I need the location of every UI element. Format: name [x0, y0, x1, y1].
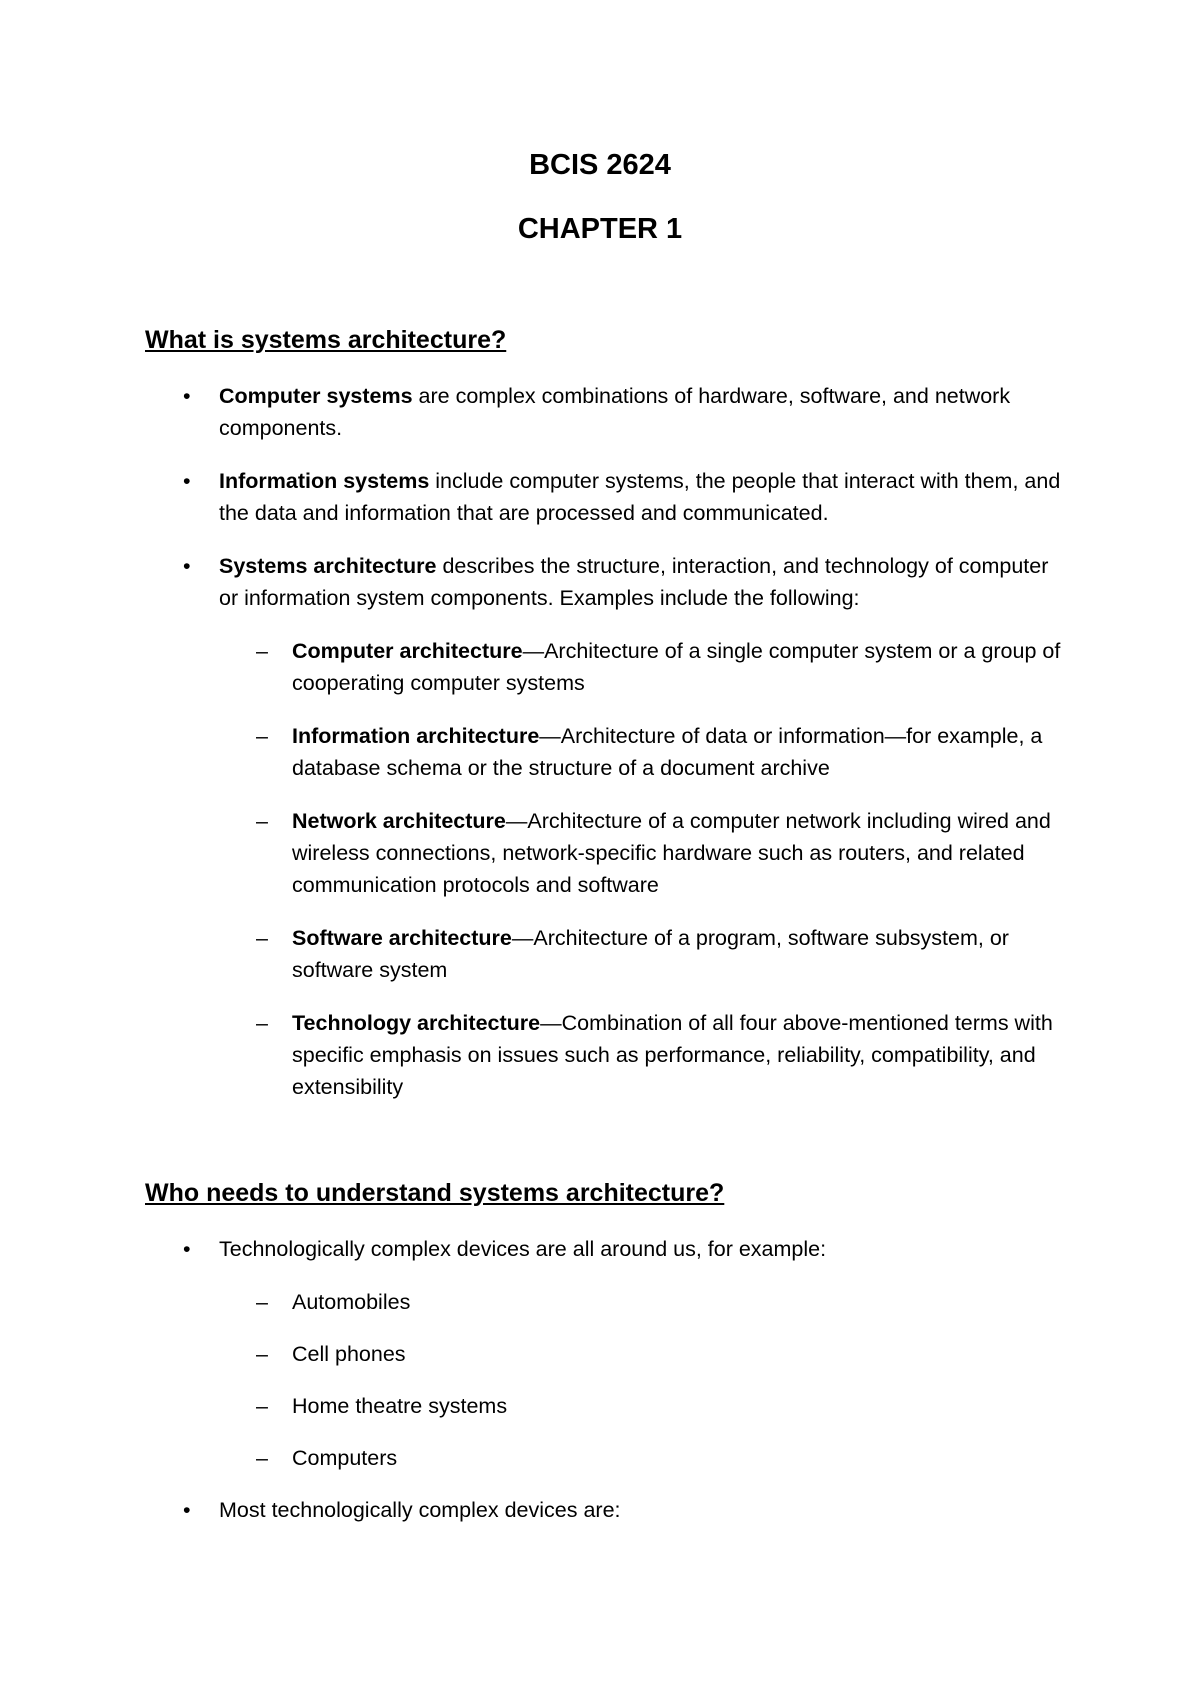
dash-marker: –	[256, 1011, 268, 1035]
subitem-computer-architecture	[256, 635, 1066, 699]
bullet-item-computer-systems	[183, 380, 1063, 444]
subitem-text: Automobiles	[292, 1290, 411, 1314]
bullet-marker: •	[183, 469, 191, 493]
bullet-marker: •	[183, 1498, 191, 1522]
bullet-item-information-systems	[183, 465, 1063, 529]
bullet-item-systems-architecture	[183, 550, 1063, 614]
dash-marker: –	[256, 1394, 268, 1418]
subitem-computers	[256, 1442, 1066, 1474]
bullet-text: describes the structure, interaction, and technology of computer or information system components. Examples include the following:	[219, 554, 1049, 610]
chapter-title: CHAPTER 1	[517, 213, 683, 245]
bullet-item-most-complex-devices	[183, 1494, 1063, 1526]
bullet-term: Computer systems	[219, 384, 413, 408]
bullet-text: include computer systems, the people that interact with them, and the data and information that are processed and communicated.	[219, 469, 1061, 525]
dash-marker: –	[256, 639, 268, 663]
subitem-text: Cell phones	[292, 1342, 406, 1366]
bullet-marker: •	[183, 554, 191, 578]
bullet-text: Most technologically complex devices are:	[219, 1498, 621, 1522]
subitem-text: Computers	[292, 1446, 398, 1470]
subitem-text: —Architecture of a computer network including wired and wireless connections, network-specific hardware such as routers, and related communication protocols and software	[292, 809, 1051, 897]
bullet-item-complex-devices	[183, 1233, 1063, 1265]
subitem-term: Computer architecture	[292, 639, 523, 663]
bullet-term: Information systems	[219, 469, 430, 493]
dash-marker: –	[256, 809, 268, 833]
subitem-text: Home theatre systems	[292, 1394, 508, 1418]
subitem-cell-phones	[256, 1338, 1066, 1370]
subitem-text: —Combination of all four above-mentioned terms with specific emphasis on issues such as performance, reliability, compatibility, and extensibility	[292, 1011, 1053, 1099]
subitem-text: —Architecture of a single computer system or a group of cooperating computer systems	[292, 639, 1061, 695]
subitem-technology-architecture	[256, 1007, 1066, 1103]
subitem-term: Software architecture	[292, 926, 512, 950]
section-heading-what-is-systems-architecture: What is systems architecture?	[145, 326, 507, 354]
dash-marker: –	[256, 724, 268, 748]
course-code: BCIS 2624	[529, 149, 671, 181]
subitem-home-theatre-systems	[256, 1390, 1066, 1422]
subitem-text: —Architecture of a program, software subsystem, or software system	[292, 926, 1009, 982]
bullet-marker: •	[183, 1237, 191, 1261]
subitem-software-architecture	[256, 922, 1066, 986]
bullet-marker: •	[183, 384, 191, 408]
subitem-network-architecture	[256, 805, 1066, 901]
dash-marker: –	[256, 926, 268, 950]
subitem-information-architecture	[256, 720, 1066, 784]
bullet-text: Technologically complex devices are all around us, for example:	[219, 1237, 827, 1261]
section-heading-who-needs-to-understand: Who needs to understand systems architecture?	[145, 1179, 725, 1207]
dash-marker: –	[256, 1446, 268, 1470]
subitem-text: —Architecture of data or information—for example, a database schema or the structure of a document archive	[292, 724, 1043, 780]
dash-marker: –	[256, 1342, 268, 1366]
subitem-term: Network architecture	[292, 809, 506, 833]
bullet-text: are complex combinations of hardware, software, and network components.	[219, 384, 1011, 440]
subitem-term: Information architecture	[292, 724, 540, 748]
bullet-term: Systems architecture	[219, 554, 437, 578]
subitem-term: Technology architecture	[292, 1011, 541, 1035]
dash-marker: –	[256, 1290, 268, 1314]
subitem-automobiles	[256, 1286, 1066, 1318]
